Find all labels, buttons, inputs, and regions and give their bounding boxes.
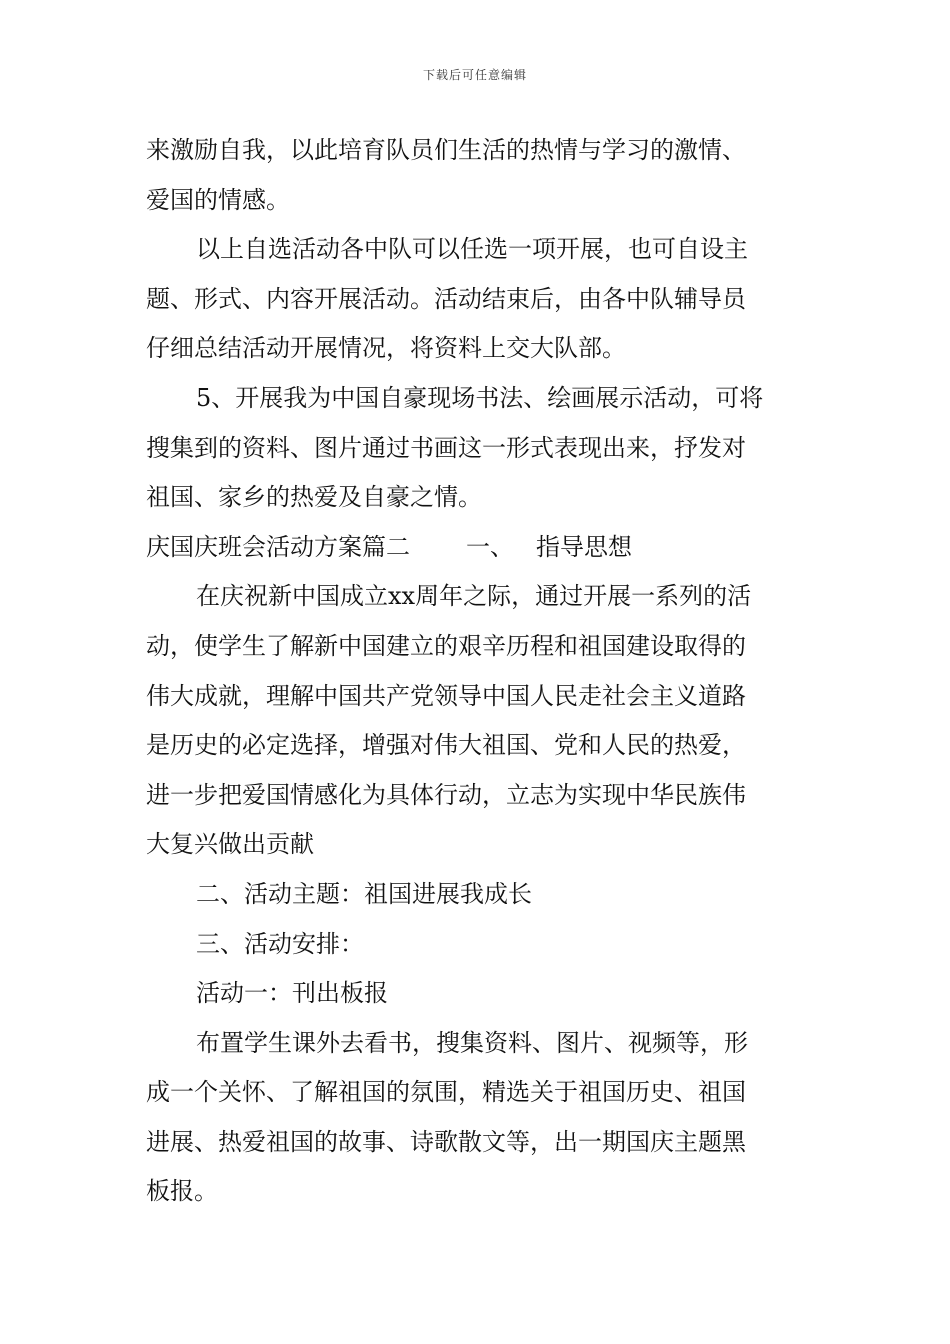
paragraph-line: 以上自选活动各中队可以任选一项开展，也可自设主 [196,235,748,264]
paragraph-line: 布置学生课外去看书，搜集资料、图片、视频等，形 [196,1028,748,1057]
paragraph-line: 伟大成就，理解中国共产党领导中国人民走社会主义道路 [146,681,746,710]
paragraph-line: 爱国的情感。 [146,185,290,214]
heading-number: 一、 [466,532,514,561]
paragraph-line: 来激励自我，以此培育队员们生活的热情与学习的激情、 [146,136,746,164]
paragraph-line: 祖国、家乡的热爱及自豪之情。 [146,483,482,512]
paragraph-line: 三、活动安排： [196,929,364,958]
section-title: 庆国庆班会活动方案篇二 [146,532,410,561]
paragraph-line: 板报。 [146,1177,218,1206]
paragraph-line: 进一步把爱国情感化为具体行动，立志为实现中华民族伟 [146,780,746,809]
paragraph-line: 动，使学生了解新中国建立的艰辛历程和祖国建设取得的 [146,631,746,660]
paragraph-line: 题、形式、内容开展活动。活动结束后，由各中队辅导员 [146,284,746,313]
page-header-note: 下载后可任意编辑 [422,68,527,82]
document-body [146,126,810,1217]
paragraph-line: 成一个关怀、了解祖国的氛围，精选关于祖国历史、祖国 [146,1078,746,1107]
paragraph-line: 是历史的必定选择，增强对伟大祖国、党和人民的热爱， [146,731,746,760]
paragraph-line: 5、开展我为中国自豪现场书法、绘画展示活动，可将 [196,383,764,412]
paragraph-line: 仔细总结活动开展情况，将资料上交大队部。 [146,334,626,363]
paragraph-line: 大复兴做出贡献 [146,830,314,859]
paragraph-line: 进展、热爱祖国的故事、诗歌散文等，出一期国庆主题黑 [146,1127,746,1156]
section-heading-line [146,523,810,573]
paragraph-line: 活动一：刊出板报 [196,979,388,1008]
heading-title: 指导思想 [536,532,632,561]
paragraph-line: 二、活动主题：祖国进展我成长 [196,879,532,908]
paragraph-line: 在庆祝新中国成立xx周年之际，通过开展一系列的活 [196,582,752,611]
paragraph-line: 搜集到的资料、图片通过书画这一形式表现出来，抒发对 [146,433,746,462]
